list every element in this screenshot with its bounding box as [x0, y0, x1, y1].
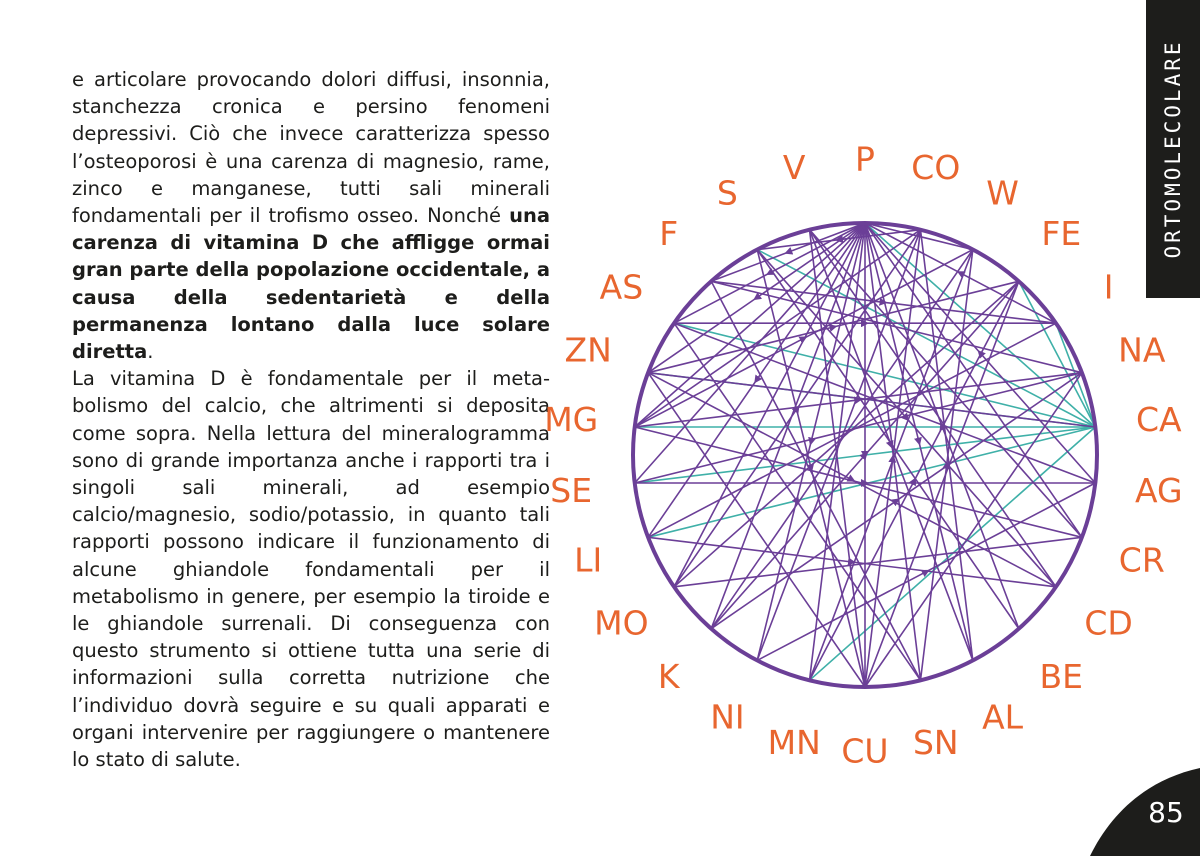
element-label-se: SE: [550, 471, 593, 511]
element-label-s: S: [716, 173, 738, 213]
element-label-cd: CD: [1084, 603, 1133, 643]
element-label-i: I: [1103, 267, 1114, 307]
element-label-al: AL: [982, 697, 1024, 737]
interaction-line-f-sn: [711, 281, 920, 680]
chapter-tab-label: ORTOMOLECOLARE: [1161, 39, 1185, 259]
element-label-mn: MN: [767, 722, 821, 762]
interaction-line-p-f: [711, 223, 865, 281]
element-label-co: CO: [911, 148, 961, 188]
interaction-line-mn-fe: [810, 281, 1019, 680]
element-label-zn: ZN: [564, 330, 612, 370]
element-label-k: K: [657, 657, 680, 697]
interaction-line-se-na: [635, 373, 1082, 483]
interaction-line-as-ag: [674, 323, 1095, 483]
paragraph-1-bold: una carenza di vitamina D che affligge ormai gran parte della popolazione occidentale, a causa della sedentarietà e della permanenza lontano dalla luce solare diretta: [72, 204, 550, 364]
interaction-line-zn-ca: [648, 373, 1095, 427]
element-label-ni: NI: [710, 697, 745, 737]
element-label-as: AS: [599, 267, 644, 307]
interaction-line-cu-fe: [865, 281, 1019, 687]
element-label-f: F: [659, 213, 679, 253]
paragraph-1: [72, 66, 550, 365]
interaction-line-li-ca: [648, 427, 1095, 537]
element-label-be: BE: [1039, 657, 1084, 697]
interaction-line-p-mo: [674, 223, 865, 587]
element-label-v: V: [782, 148, 806, 188]
chapter-tab: [1146, 0, 1200, 298]
element-label-p: P: [855, 139, 875, 179]
element-label-cr: CR: [1118, 540, 1165, 580]
interaction-line-f-i: [711, 281, 1056, 323]
element-label-cu: CU: [841, 731, 889, 771]
element-label-w: W: [986, 173, 1019, 213]
element-label-mo: MO: [594, 603, 649, 643]
page-number: 85: [1148, 796, 1184, 829]
interaction-line-p-zn: [648, 223, 865, 373]
element-label-ca: CA: [1135, 399, 1182, 439]
element-label-sn: SN: [912, 722, 959, 762]
paragraph-1-end: .: [147, 340, 154, 364]
interaction-line-be-p: [865, 223, 1019, 629]
interaction-line-fe-ca: [1019, 281, 1096, 427]
body-text: [72, 66, 550, 773]
element-label-fe: FE: [1041, 213, 1082, 253]
element-label-na: NA: [1118, 330, 1166, 370]
element-label-ag: AG: [1135, 471, 1183, 511]
interaction-line-mg-cr: [635, 427, 1082, 537]
interaction-lines: [635, 223, 1096, 687]
element-label-mg: MG: [544, 399, 599, 439]
paragraph-2: La vitamina D è fondamentale per il metabolismo del calcio, che altrimenti si deposita come sopra. Nella lettura del mineralogramma sono di grande importanza anche i rapporti tra i singoli sali minerali, ad esempio calcio/magnesio, sodio/potassio, in quanto tali rapporti possono indicare il funzionamento di alcune ghiandole fondamentali per il metabolismo in genere, per esempio la tiroide e le ghiandole surrenali. Di conseguenza con questo strumento si ottiene tutta una serie di informazioni sulla corretta nutrizione che l’individuo dovrà seguire e su quali apparati e organi intervenire per raggiungere o mantenere lo stato di salute.: [72, 367, 550, 772]
paragraph-1-text: e articolare provocando dolori diffusi, insonnia, stanchezza cronica e persino fenomeni depressivi. Ciò che invece caratterizza spesso l’osteoporosi è una carenza di magnesio, rame, zinco e manganese, tutti sali minerali fondamentali per il trofismo osseo. Nonché: [72, 68, 550, 228]
element-label-li: LI: [574, 540, 603, 580]
interaction-line-ni-co: [757, 230, 920, 661]
